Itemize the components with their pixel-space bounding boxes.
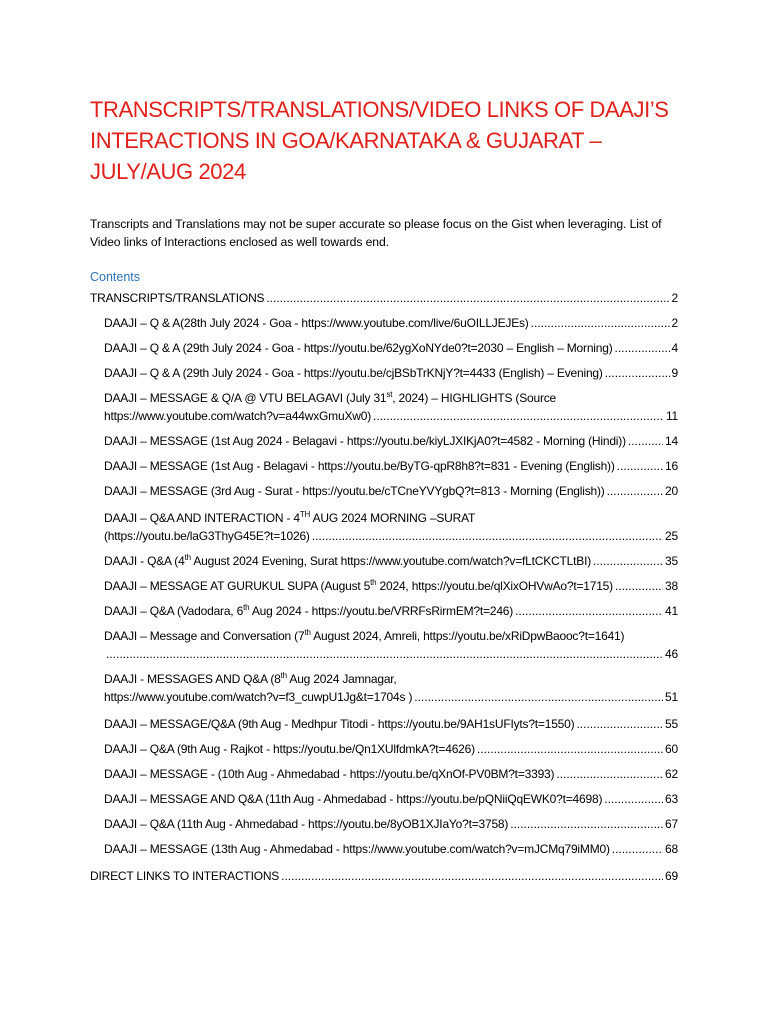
toc-text-part: DAAJI – MESSAGE AND Q&A (11th Aug - Ahmedabad - https://youtu.be/pQNiiQqEWK0?t=4698) [104,792,603,806]
toc-entry-title [104,511,475,525]
ordinal-suffix: th [243,603,250,612]
toc-text-part: DAAJI – MESSAGE AT GURUKUL SUPA (August 5 [104,579,371,593]
toc-text-part: , 2024) – HIGHLIGHTS (Source [392,391,557,405]
toc-text-part: DAAJI – MESSAGE/Q&A (9th Aug - Medhpur Titodi - https://youtu.be/9AH1sUFIyts?t=1550) [104,717,575,731]
toc-page-number: 41 [665,604,678,618]
toc-page-number: 60 [665,742,678,756]
contents-heading: Contents [90,270,141,284]
toc-page-number: 38 [665,579,678,593]
toc-page-number: 14 [665,434,678,448]
toc-entry[interactable] [104,840,678,858]
toc-page-number: 25 [665,529,678,543]
toc-text-part: DAAJI – Message and Conversation (7 [104,629,305,643]
toc-entry-title [104,672,397,686]
toc-entry[interactable] [104,457,678,475]
document-title: TRANSCRIPTS/TRANSLATIONS/VIDEO LINKS OF DAAJI’S INTERACTIONS IN GOA/KARNATAKA & GUJARAT – JULY/AUG 2024 [90,97,669,184]
toc-text-part: DAAJI – Q & A(28th July 2024 - Goa - https://www.youtube.com/live/6uOILLJEJEs) [104,316,529,330]
dot-leader [604,790,663,808]
toc-text-part: DIRECT LINKS TO INTERACTIONS [90,869,280,883]
dot-leader [106,645,663,663]
ordinal-suffix: TH [299,510,311,519]
toc-page-number: 9 [671,366,678,380]
ordinal-suffix: th [184,553,191,562]
toc-text-part: DAAJI – MESSAGE - (10th Aug - Ahmedabad - https://youtu.be/qXnOf-PV0BM?t=3393) [104,767,555,781]
toc-text-part: AUG 2024 MORNING –SURAT [310,511,476,525]
toc-text-part: 2024, https://youtu.be/qlXixOHVwAo?t=1715) [376,579,613,593]
toc-page-number: 35 [665,554,678,568]
toc-page-number: 11 [665,409,678,423]
toc-text-part: TRANSCRIPTS/TRANSLATIONS [90,291,265,305]
toc-entry-title [104,715,574,733]
toc-text-part: Aug 2024 - https://youtu.be/VRRFsRirmEM?t=246) [249,604,514,618]
ordinal-suffix: th [370,578,377,587]
toc-entry-title [104,815,508,833]
toc-entry-title [90,867,279,885]
toc-entry[interactable] [104,627,678,663]
intro-paragraph: Transcripts and Translations may not be super accurate so please focus on the Gist when leveraging. List of Video links of Interactions enclosed as well towards end. [90,217,662,249]
toc-page-number: 68 [665,842,678,856]
toc-text-part: DAAJI – MESSAGE & Q/A @ VTU BELAGAVI (July 31 [104,391,387,405]
toc-entry[interactable] [104,715,678,733]
toc-entry[interactable] [104,577,678,595]
toc-entry-title [104,552,591,570]
toc-entry[interactable] [104,602,678,620]
toc-page-number: 4 [671,341,678,355]
toc-entry-title [104,364,603,382]
dot-leader [605,364,670,382]
toc-entry-title [104,765,554,783]
toc-page-number: 16 [665,459,678,473]
toc-entry[interactable] [104,740,678,758]
toc-text-part: DAAJI – MESSAGE (1st Aug - Belagavi - https://youtu.be/ByTG-qpR8h8?t=831 - Evening (English)) [104,459,615,473]
toc-entry[interactable] [104,314,678,332]
dot-leader [515,602,663,620]
toc-text-part: DAAJI - MESSAGES AND Q&A (8 [104,672,281,686]
toc-entry-title-continued: (https://youtu.be/laG3ThyG45E?t=1026) [104,529,310,543]
dot-leader [312,527,663,545]
toc-entry[interactable] [90,867,678,885]
dot-leader [477,740,663,758]
toc-text-part: DAAJI – Q&A AND INTERACTION - 4 [104,511,300,525]
toc-entry[interactable] [104,432,678,450]
toc-entry[interactable] [90,289,678,307]
toc-entry-title [104,577,613,595]
toc-entry[interactable] [104,509,678,545]
toc-entry-title [104,457,615,475]
toc-entry-title [104,339,613,357]
toc-entry-title [104,602,513,620]
toc-text-part: DAAJI – MESSAGE (13th Aug - Ahmedabad - https://www.youtube.com/watch?v=mJCMq79iMM0) [104,842,610,856]
ordinal-suffix: th [304,628,311,637]
toc-text-part: DAAJI – Q&A (Vadodara, 6 [104,604,244,618]
toc-page-number: 62 [665,767,678,781]
dot-leader [593,552,663,570]
dot-leader [414,688,663,706]
dot-leader [531,314,670,332]
toc-entry-title [104,629,624,643]
dot-leader [576,715,663,733]
toc-entry-title [90,289,264,307]
toc-page-number: 2 [671,291,678,305]
toc-page-number: 20 [665,484,678,498]
toc-entry-title [104,790,602,808]
toc-text-part: August 2024 Evening, Surat https://www.youtube.com/watch?v=fLtCKCTLtBI) [190,554,591,568]
dot-leader [615,577,663,595]
dot-leader [510,815,663,833]
toc-entry-title [104,482,605,500]
toc-text-part: DAAJI – MESSAGE (1st Aug 2024 - Belagavi - https://youtu.be/kiyLJXIKjA0?t=4582 - Morning (Hindi)) [104,434,626,448]
toc-text-part: DAAJI – Q&A (11th Aug - Ahmedabad - https://youtu.be/8yOB1XJIaYo?t=3758) [104,817,509,831]
toc-page-number: 69 [665,869,678,883]
toc-page-number: 55 [665,717,678,731]
toc-entry[interactable] [104,339,678,357]
toc-text-part: DAAJI – Q & A (29th July 2024 - Goa - https://youtu.be/62ygXoNYde0?t=2030 – English – Morning) [104,341,613,355]
toc-entry-title [104,391,556,405]
dot-leader [628,432,663,450]
toc-text-part: DAAJI - Q&A (4 [104,554,185,568]
toc-entry[interactable] [104,389,678,425]
dot-leader [617,457,663,475]
dot-leader [266,289,669,307]
toc-page-number: 2 [671,316,678,330]
toc-text-part: DAAJI – Q & A (29th July 2024 - Goa - https://youtu.be/cjBSbTrKNjY?t=4433 (English) – Evening) [104,366,603,380]
toc-entry[interactable] [104,670,678,706]
toc-entry[interactable] [104,364,678,382]
toc-entry[interactable] [104,552,678,570]
toc-text-part: DAAJI – Q&A (9th Aug - Rajkot - https://youtu.be/Qn1XUlfdmkA?t=4626) [104,742,475,756]
toc-entry-title [104,840,610,858]
toc-text-part: Aug 2024 Jamnagar, [286,672,397,686]
toc-page-number: 51 [665,690,678,704]
toc-page-number: 67 [665,817,678,831]
toc-text-part: DAAJI – MESSAGE (3rd Aug - Surat - https://youtu.be/cTCneYVYgbQ?t=813 - Morning (English)) [104,484,605,498]
toc-entry[interactable] [104,790,678,808]
toc-entry-title [104,432,626,450]
toc-entry-title-continued: https://www.youtube.com/watch?v=a44wxGmuXw0) [104,409,371,423]
ordinal-suffix: th [280,671,287,680]
dot-leader [281,867,663,885]
dot-leader [373,407,664,425]
toc-page-number: 63 [665,792,678,806]
toc-entry[interactable] [104,482,678,500]
toc-entry[interactable] [104,815,678,833]
dot-leader [556,765,663,783]
dot-leader [612,840,663,858]
dot-leader [615,339,670,357]
ordinal-suffix: st [386,390,393,399]
toc-text-part: August 2024, Amreli, https://youtu.be/xRiDpwBaooc?t=1641) [310,629,625,643]
dot-leader [607,482,663,500]
toc-entry[interactable] [104,765,678,783]
toc-entry-title [104,740,475,758]
toc-page-number: 46 [665,647,678,661]
toc-entry-title-continued: https://www.youtube.com/watch?v=f3_cuwpU1Jg&t=1704s ) [104,690,413,704]
toc-entry-title [104,314,529,332]
